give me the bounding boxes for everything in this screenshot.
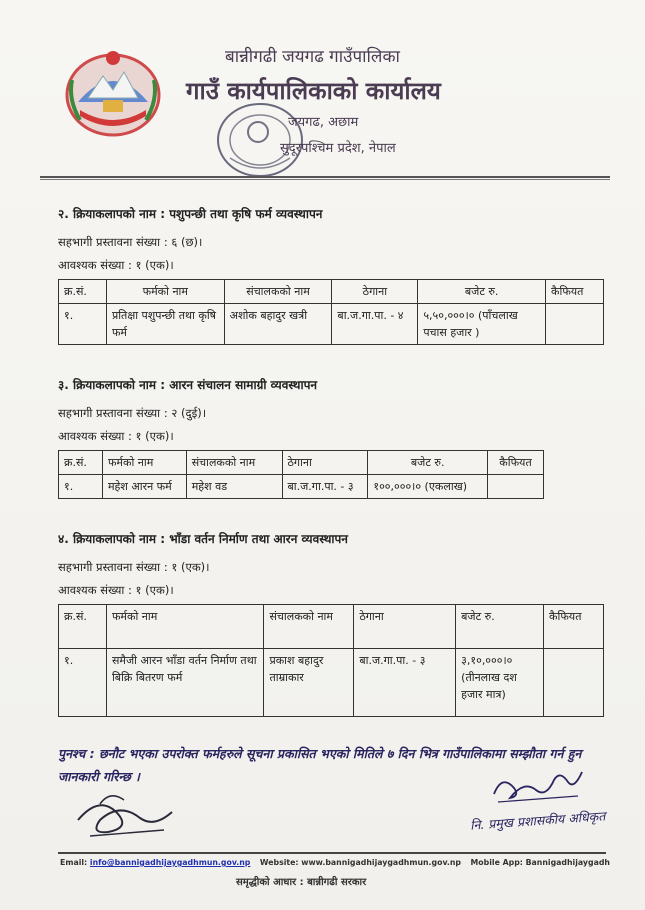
government-emblem-logo: [58, 40, 168, 140]
header-address: ठेगाना: [282, 451, 368, 475]
selection-table: [58, 279, 604, 345]
required-count: आवश्यक संख्या : १ (एक)।: [58, 429, 174, 443]
cell-budget: ५,५०,०००।० (पाँचलाख पचास हजार ): [418, 304, 546, 345]
section-forge-material: [58, 376, 604, 499]
header-budget: बजेट रु.: [456, 605, 544, 649]
header-address: ठेगाना: [332, 280, 418, 304]
cell-operator-name: अशोक बहादुर खत्री: [224, 304, 332, 345]
table-row: [59, 649, 604, 717]
header-operator-name: संचालकको नाम: [264, 605, 354, 649]
footer-motto: समृद्धीको आधार : बान्नीगढी सरकार: [236, 877, 367, 888]
section-title: २. क्रियाकलापको नाम : पशुपन्छी तथा कृषि फर्म व्यवस्थापन: [58, 207, 323, 221]
cell-remarks: [546, 304, 604, 345]
section-utensil-forge: [58, 530, 604, 717]
cell-address: बा.ज.गा.पा. - ३: [282, 475, 368, 499]
email-label: Email:: [60, 858, 88, 867]
table-header-row: [59, 280, 604, 304]
cell-operator-name: प्रकाश बहादुर ताम्राकार: [264, 649, 354, 717]
handwritten-signature-right: [488, 760, 588, 808]
header-operator-name: संचालकको नाम: [224, 280, 332, 304]
cell-budget: ३,१०,०००।० (तीनलाख दश हजार मात्र): [456, 649, 544, 717]
table-header-row: [59, 605, 604, 649]
header-remarks: कैफियत: [546, 280, 604, 304]
section-livestock-farm: [58, 205, 604, 345]
office-province: सुदूरपश्चिम प्रदेश, नेपाल: [280, 141, 396, 156]
cell-address: बा.ज.गा.पा. - ४: [332, 304, 418, 345]
required-count: आवश्यक संख्या : १ (एक)।: [58, 258, 174, 272]
required-count: आवश्यक संख्या : १ (एक)।: [58, 583, 174, 597]
cell-firm-name: प्रतिक्षा पशुपन्छी तथा कृषि फर्म: [106, 304, 224, 345]
header-budget: बजेट रु.: [368, 451, 488, 475]
cell-firm-name: समैजी आरन भाँडा वर्तन निर्माण तथा बिक्रि बितरण फर्म: [106, 649, 264, 717]
header-address: ठेगाना: [354, 605, 456, 649]
proposal-count: सहभागी प्रस्तावना संख्या : ६ (छ)।: [58, 235, 203, 249]
header-operator-name: संचालकको नाम: [186, 451, 282, 475]
cell-remarks: [488, 475, 544, 499]
cell-sn: १.: [59, 649, 107, 717]
header-remarks: कैफियत: [544, 605, 604, 649]
cell-remarks: [544, 649, 604, 717]
header-firm-name: फर्मको नाम: [106, 605, 264, 649]
header-remarks: कैफियत: [488, 451, 544, 475]
footer-divider: [58, 852, 606, 854]
header-firm-name: फर्मको नाम: [102, 451, 186, 475]
website-text[interactable]: Website: www.bannigadhijaygadhmun.gov.np: [259, 858, 461, 867]
office-stamp-seal: [210, 98, 310, 182]
signatory-title: नि. प्रमुख प्रशासकीय अधिकृत: [469, 808, 606, 833]
cell-address: बा.ज.गा.पा. - ३: [354, 649, 456, 717]
header-sn: क्र.सं.: [59, 280, 107, 304]
email-link[interactable]: info@bannigadhijaygadhmun.gov.np: [89, 858, 251, 867]
header-budget: बजेट रु.: [418, 280, 546, 304]
table-header-row: [59, 451, 544, 475]
section-title: ४. क्रियाकलापको नाम : भाँडा वर्तन निर्माण तथा आरन व्यवस्थापन: [58, 532, 348, 546]
proposal-count: सहभागी प्रस्तावना संख्या : १ (एक)।: [58, 560, 210, 574]
footer-contact: [60, 858, 610, 867]
proposal-count: सहभागी प्रस्तावना संख्या : २ (दुई)।: [58, 406, 207, 420]
selection-table: [58, 604, 604, 717]
handwritten-signature-left: [70, 784, 180, 844]
office-title: गाउँ कार्यपालिकाको कार्यालय: [186, 77, 441, 105]
cell-firm-name: महेश आरन फर्म: [102, 475, 186, 499]
header-firm-name: फर्मको नाम: [106, 280, 224, 304]
municipality-name: बान्नीगढी जयगढ गाउँपालिका: [225, 47, 400, 67]
section-title: ३. क्रियाकलापको नाम : आरन संचालन सामाग्री व्यवस्थापन: [58, 378, 318, 392]
office-address: जयगढ, अछाम: [288, 115, 359, 130]
cell-sn: १.: [59, 304, 107, 345]
table-row: [59, 475, 544, 499]
postscript-note: पुनश्च : छनौट भएका उपरोक्त फर्महरुले सूचना प्रकासित भएको मितिले ७ दिन भित्र गाउँपालिकामा सम्झौता गर्न हुन जानकारी गरिन्छ ।: [58, 746, 582, 785]
cell-operator-name: महेश वड: [186, 475, 282, 499]
mobile-app-text: Mobile App: Bannigadhijaygadh: [470, 858, 610, 867]
header-divider: [40, 176, 610, 180]
table-row: [59, 304, 604, 345]
cell-sn: १.: [59, 475, 103, 499]
header-sn: क्र.सं.: [59, 451, 103, 475]
footer-email-group: [60, 858, 250, 867]
selection-table: [58, 450, 544, 499]
header-sn: क्र.सं.: [59, 605, 107, 649]
cell-budget: १००,०००।० (एकलाख): [368, 475, 488, 499]
